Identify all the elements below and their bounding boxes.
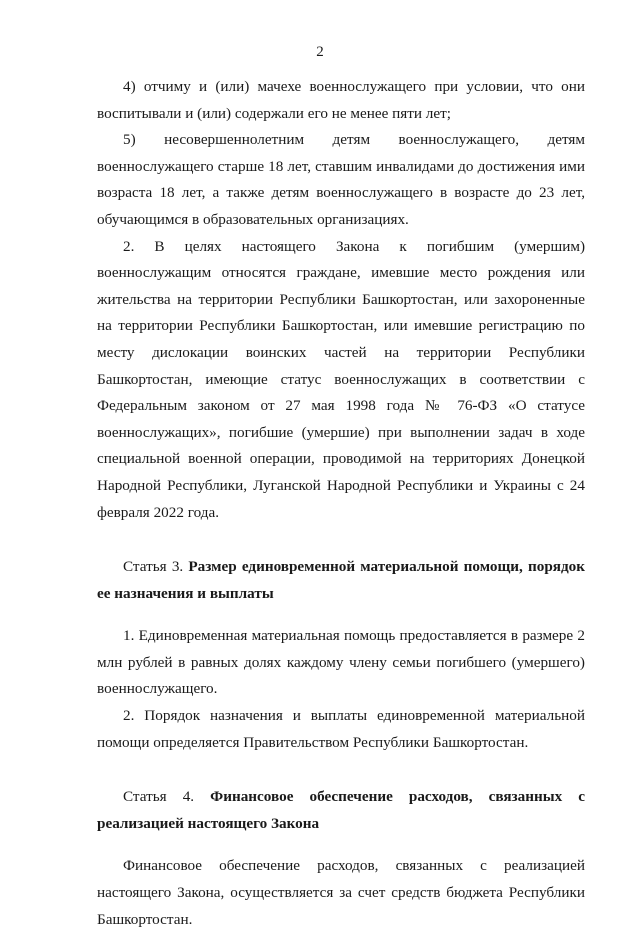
article-4-heading (97, 784, 585, 837)
article-4-title: Финансовое обеспечение расходов, связанных с реализацией настоящего Закона (97, 788, 586, 832)
article-3-heading (97, 554, 585, 607)
article-3-title: Размер единовременной материальной помощи, порядок ее назначения и выплаты (97, 558, 586, 602)
article-3-item-1: 1. Единовременная материальная помощь предоставляется в размере 2 млн рублей в равных долях каждому члену семьи погибшего (умершего) военнослужащего. (97, 627, 585, 698)
article-4-item-1: Финансовое обеспечение расходов, связанных с реализацией настоящего Закона, осуществляется за счет средств бюджета Республики Башкортостан. (97, 857, 585, 928)
page-number: 2 (316, 44, 324, 60)
paragraph-item-4: 4) отчиму и (или) мачехе военнослужащего при условии, что они воспитывали и (или) содержали его не менее пяти лет; (97, 78, 585, 122)
paragraph-clause-2: 2. В целях настоящего Закона к погибшим (умершим) военнослужащим относятся граждане, имевшие место рождения или жительства на территории Республики Башкортостан, или захороненные на территории Республики Башкортостан, или имевшие регистрацию по месту дислокации воинских частей на территории Республики Башкортостан, имеющие статус военнослужащих в соответствии с Федеральным законом от 27 мая 1998 года № 76-ФЗ «О статусе военнослужащих», погибшие (умершие) при выполнении задач в ходе специальной военной операции, проводимой на территориях Донецкой Народной Республики, Луганской Народной Республики и Украины с 24 февраля 2022 года. (97, 237, 585, 521)
document-body (97, 74, 585, 933)
article-3-item-2: 2. Порядок назначения и выплаты единовременной материальной помощи определяется Правительством Республики Башкортостан. (97, 707, 585, 751)
article-4-label: Статья 4. (123, 788, 195, 806)
article-3-label: Статья 3. (123, 558, 184, 576)
paragraph-item-5: 5) несовершеннолетним детям военнослужащего, детям военнослужащего старше 18 лет, ставшим инвалидами до достижения ими возраста 18 лет, а также детям военнослужащего в возрасте до 23 лет, обучающимся в образовательных организациях. (97, 131, 585, 228)
